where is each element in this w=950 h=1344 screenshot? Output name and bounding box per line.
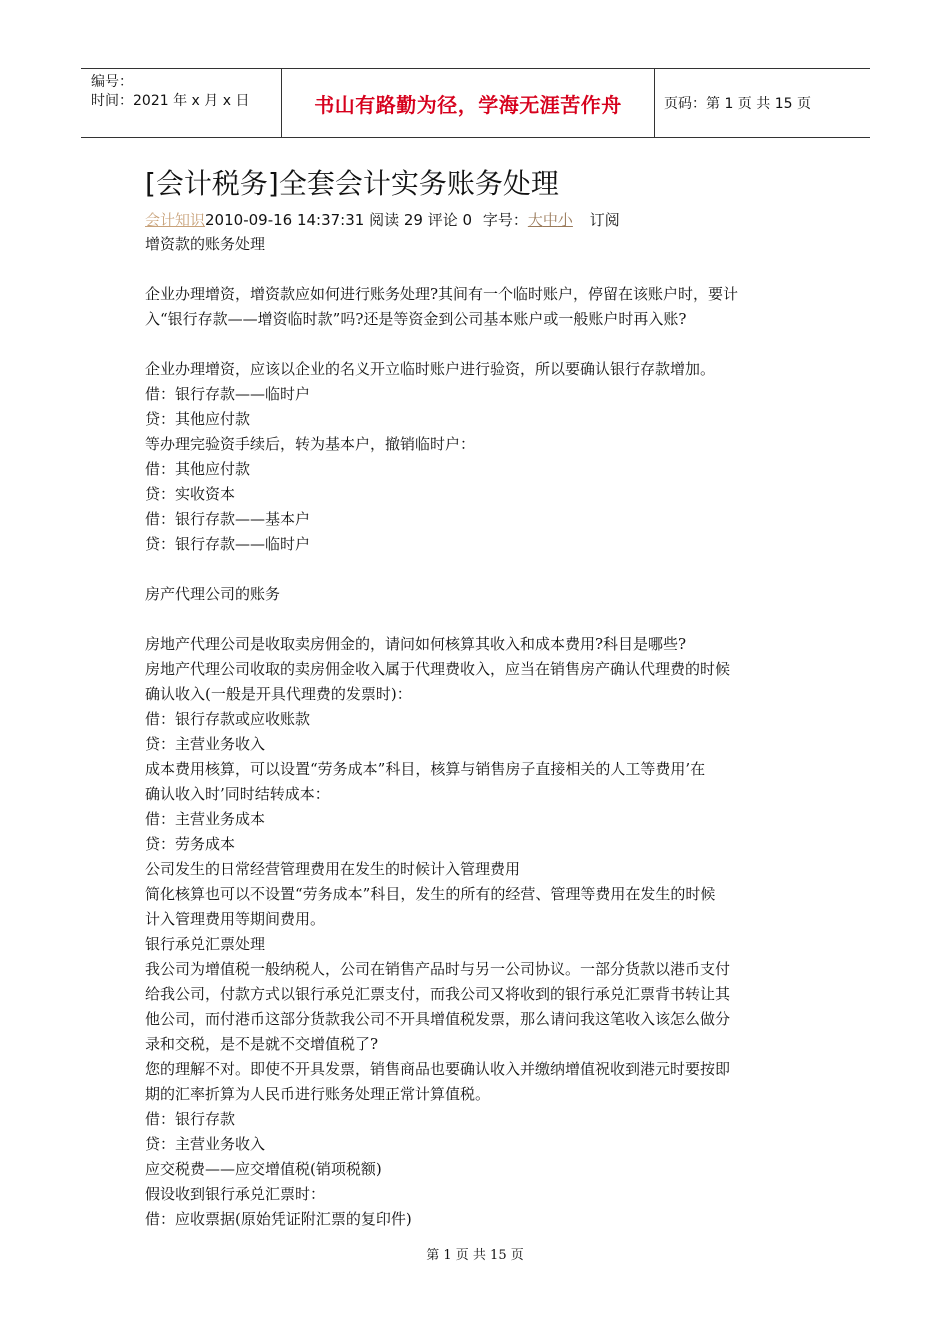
header-page-code — [654, 69, 880, 137]
number-label: 编号： — [91, 74, 133, 90]
body-line: 房地产代理公司收取的卖房佣金收入属于代理费收入，应当在销售房产确认代理费的时候 — [145, 660, 731, 678]
font-size-large-link[interactable]: 大 — [527, 211, 543, 229]
subscribe-link[interactable]: 订阅 — [589, 211, 620, 229]
body-line: 借：银行存款 — [145, 1110, 236, 1128]
blank-line — [145, 257, 805, 282]
read-count: 阅读 29 — [369, 211, 423, 229]
body-line: 借：其他应付款 — [145, 460, 251, 478]
body-line: 我公司为增值税一般纳税人，公司在销售产品时与另一公司协议。一部分货款以港币支付 — [145, 960, 731, 978]
article-meta — [145, 209, 620, 231]
body-line: 企业办理增资，应该以企业的名义开立临时账户进行验资，所以要确认银行存款增加。 — [145, 360, 716, 378]
body-line: 给我公司，付款方式以银行承兑汇票支付，而我公司又将收到的银行承兑汇票背书转让其 — [145, 985, 731, 1003]
blank-line — [145, 607, 805, 632]
body-line: 借：银行存款或应收账款 — [145, 710, 311, 728]
body-line: 房地产代理公司是收取卖房佣金的，请问如何核算其收入和成本费用?科目是哪些? — [145, 635, 687, 653]
body-line: 贷：主营业务收入 — [145, 735, 266, 753]
body-line: 确认收入时’同时结转成本： — [145, 785, 330, 803]
motto-text: 书山有路勤为径，学海无涯苦作舟 — [314, 92, 622, 117]
body-line: 入“银行存款——增资临时款”吗?还是等资金到公司基本账户或一般账户时再入账? — [145, 310, 687, 328]
footer-page-number: 第 1 页 共 15 页 — [426, 1248, 524, 1263]
category-link[interactable]: 会计知识 — [145, 211, 206, 229]
header-motto-cell — [281, 69, 655, 137]
body-line: 您的理解不对。即使不开具发票，销售商品也要确认收入并缴纳增值祝收到港元时要按即 — [145, 1060, 731, 1078]
body-line: 借：银行存款——基本户 — [145, 510, 311, 528]
body-line: 等办理完验资手续后，转为基本户，撤销临时户： — [145, 435, 476, 453]
body-line: 计入管理费用等期间费用。 — [145, 910, 326, 928]
body-line: 增资款的账务处理 — [145, 235, 266, 253]
body-line: 借：应收票据(原始凭证附汇票的复印件) — [145, 1210, 412, 1228]
body-line: 期的汇率折算为人民币进行账务处理正常计算值税。 — [145, 1085, 491, 1103]
blank-line — [145, 557, 805, 582]
body-line: 成本费用核算，可以设置“劳务成本”科目，核算与销售房子直接相关的人工等费用’在 — [145, 760, 706, 778]
body-line: 贷：其他应付款 — [145, 410, 251, 428]
body-line: 录和交税，是不是就不交增值税了? — [145, 1035, 379, 1053]
body-line: 简化核算也可以不设置“劳务成本”科目，发生的所有的经营、管理等费用在发生的时候 — [145, 885, 716, 903]
body-line: 确认收入(一般是开具代理费的发票时)： — [145, 685, 412, 703]
font-size-small-link[interactable]: 小 — [557, 211, 573, 229]
page-header — [81, 68, 870, 138]
blank-line — [145, 332, 805, 357]
body-line: 贷：实收资本 — [145, 485, 236, 503]
body-line: 房产代理公司的账务 — [145, 585, 281, 603]
body-line: 假设收到银行承兑汇票时： — [145, 1185, 326, 1203]
body-line: 企业办理增资，增资款应如何进行账务处理?其间有一个临时账户，停留在该账户时，要计 — [145, 285, 739, 303]
body-line: 应交税费——应交增值税(销项税额) — [145, 1160, 382, 1178]
body-line: 银行承兑汇票处理 — [145, 935, 266, 953]
article-title: [会计税务]全套会计实务账务处理 — [145, 167, 559, 200]
font-size-medium-link[interactable]: 中 — [542, 211, 558, 229]
body-line: 贷：劳务成本 — [145, 835, 236, 853]
body-line: 借：银行存款——临时户 — [145, 385, 311, 403]
body-line: 贷：银行存款——临时户 — [145, 535, 311, 553]
body-line: 公司发生的日常经营管理费用在发生的时候计入管理费用 — [145, 860, 521, 878]
page-footer — [0, 1244, 950, 1263]
date-line: 时间：2021 年 x 月 x 日 — [91, 93, 250, 109]
header-info — [81, 69, 281, 137]
comment-count: 评论 0 — [427, 211, 473, 229]
page-code-text: 页码：第 1 页 共 15 页 — [664, 96, 811, 112]
body-line: 他公司，而付港币这部分货款我公司不开具增值税发票，那么请问我这笔收入该怎么做分 — [145, 1010, 731, 1028]
body-line: 借：主营业务成本 — [145, 810, 266, 828]
fontsize-label: 字号： — [482, 211, 528, 229]
body-line: 贷：主营业务收入 — [145, 1135, 266, 1153]
article-body — [145, 232, 805, 1232]
post-datetime: 2010-09-16 14:37:31 — [205, 211, 365, 229]
